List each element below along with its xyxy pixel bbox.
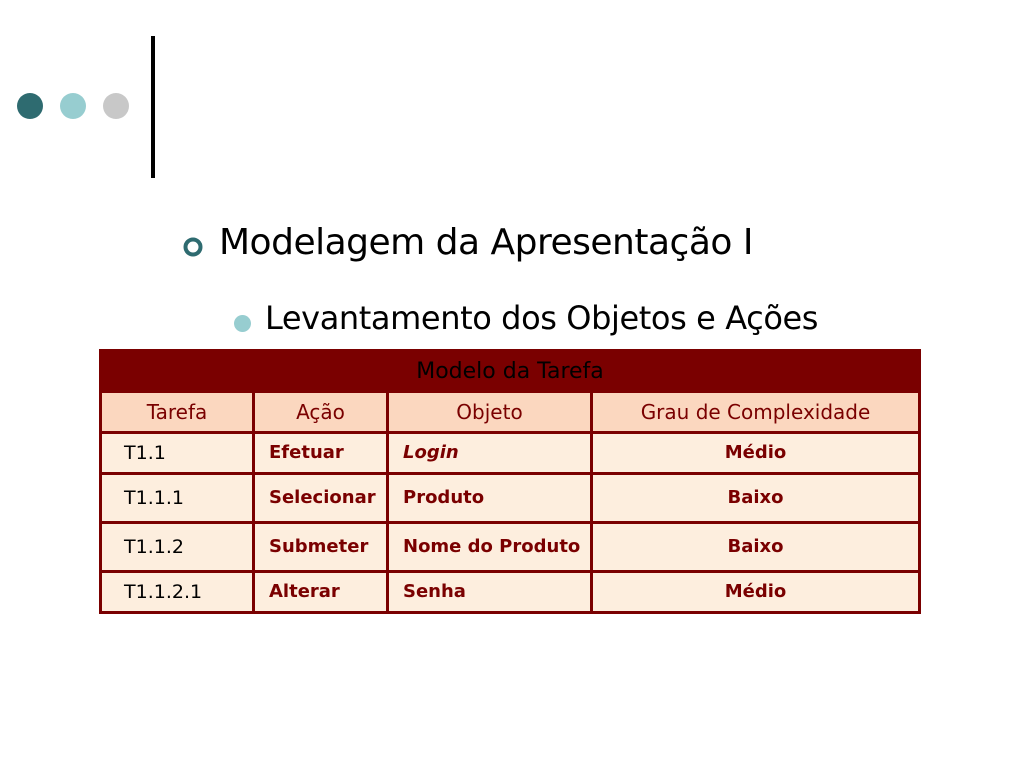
table-row bbox=[101, 523, 920, 572]
cell-grau: Médio bbox=[592, 433, 920, 474]
slide-subheading: Levantamento dos Objetos e Ações bbox=[265, 299, 819, 337]
task-model-table bbox=[99, 349, 921, 614]
cell-grau: Baixo bbox=[592, 523, 920, 572]
column-header-objeto: Objeto bbox=[388, 392, 592, 433]
table-row bbox=[101, 474, 920, 523]
cell-tarefa: T1.1 bbox=[101, 433, 254, 474]
table-row bbox=[101, 572, 920, 613]
column-header-tarefa: Tarefa bbox=[101, 392, 254, 433]
table-caption: Modelo da Tarefa bbox=[101, 351, 920, 392]
cell-acao: Efetuar bbox=[254, 433, 388, 474]
cell-grau: Baixo bbox=[592, 474, 920, 523]
cell-tarefa: T1.1.2 bbox=[101, 523, 254, 572]
ring-bullet-icon bbox=[182, 236, 204, 258]
decorative-vertical-line bbox=[151, 36, 155, 178]
decorative-dot-light bbox=[60, 93, 86, 119]
decorative-dot-gray bbox=[103, 93, 129, 119]
cell-objeto: Nome do Produto bbox=[388, 523, 592, 572]
decorative-dot-dark bbox=[17, 93, 43, 119]
slide-heading: Modelagem da Apresentação I bbox=[219, 222, 753, 263]
cell-acao: Alterar bbox=[254, 572, 388, 613]
table-row bbox=[101, 433, 920, 474]
cell-acao: Submeter bbox=[254, 523, 388, 572]
column-header-grau: Grau de Complexidade bbox=[592, 392, 920, 433]
cell-tarefa: T1.1.2.1 bbox=[101, 572, 254, 613]
dot-bullet-icon bbox=[234, 315, 251, 332]
column-header-acao: Ação bbox=[254, 392, 388, 433]
cell-objeto: Login bbox=[388, 433, 592, 474]
cell-objeto: Senha bbox=[388, 572, 592, 613]
cell-objeto: Produto bbox=[388, 474, 592, 523]
cell-acao: Selecionar bbox=[254, 474, 388, 523]
cell-tarefa: T1.1.1 bbox=[101, 474, 254, 523]
cell-grau: Médio bbox=[592, 572, 920, 613]
